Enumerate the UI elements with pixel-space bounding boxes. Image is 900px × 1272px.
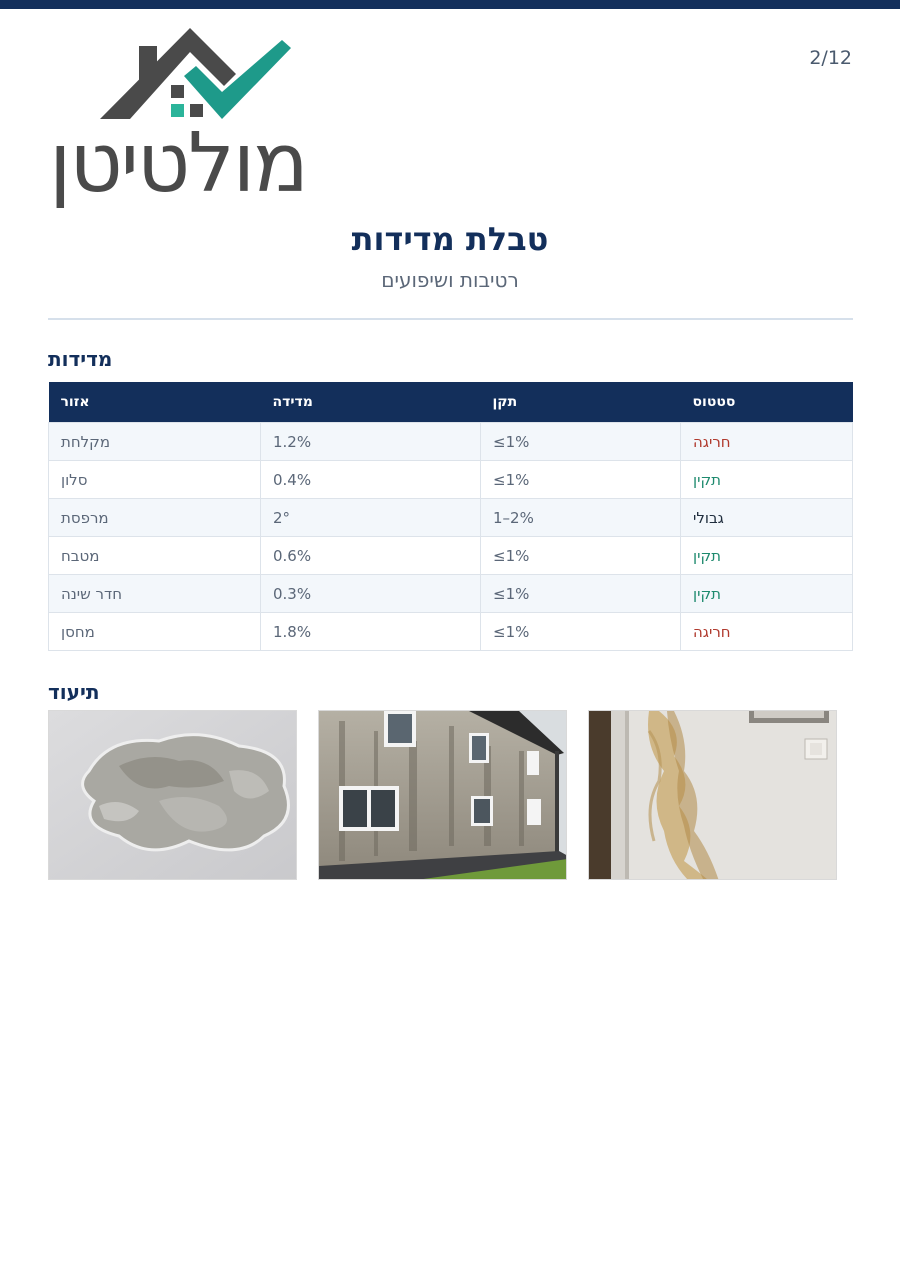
header-divider — [48, 318, 853, 320]
document-subtitle: רטיבות ושיפועים — [381, 268, 519, 292]
mold-facade-photo — [318, 710, 567, 880]
table-header-row — [49, 382, 853, 423]
column-header-status: סטטוס — [681, 382, 853, 423]
cell-measurement: 0.4% — [261, 461, 481, 499]
cell-standard: ≤1% — [481, 461, 681, 499]
measurements-heading: מדידות — [48, 347, 113, 371]
measurements-table — [48, 382, 853, 651]
table-row — [49, 423, 853, 461]
water-stain-wall-photo — [588, 710, 837, 880]
cell-standard: ≤1% — [481, 575, 681, 613]
cell-area: מטבח — [49, 537, 261, 575]
cell-measurement: 0.3% — [261, 575, 481, 613]
cell-status: תקין — [681, 461, 853, 499]
cell-measurement: 1.2% — [261, 423, 481, 461]
cell-status: חריגה — [681, 423, 853, 461]
table-row — [49, 499, 853, 537]
cell-measurement: 0.6% — [261, 537, 481, 575]
documentation-heading: תיעוד — [48, 680, 100, 704]
cell-standard: ≤1% — [481, 423, 681, 461]
column-header-standard: תקן — [481, 382, 681, 423]
cell-status: תקין — [681, 537, 853, 575]
cell-area: מרפסת — [49, 499, 261, 537]
cell-standard: ≤1% — [481, 537, 681, 575]
cell-status: גבולי — [681, 499, 853, 537]
cell-status: חריגה — [681, 613, 853, 651]
top-accent-bar — [0, 0, 900, 9]
company-logo — [46, 24, 310, 210]
column-header-measurement: מדידה — [261, 382, 481, 423]
table-row — [49, 613, 853, 651]
table-row — [49, 575, 853, 613]
cell-measurement: 1.8% — [261, 613, 481, 651]
cell-standard: ≤1% — [481, 613, 681, 651]
cell-area: חדר שינה — [49, 575, 261, 613]
document-title: טבלת מדידות — [351, 220, 549, 258]
peeling-paint-photo — [48, 710, 297, 880]
cell-area: מקלחת — [49, 423, 261, 461]
cell-standard: 1–2% — [481, 499, 681, 537]
logo-wordmark: מולטיטן — [49, 116, 307, 211]
column-header-area: אזור — [49, 382, 261, 423]
table-row — [49, 537, 853, 575]
cell-area: סלון — [49, 461, 261, 499]
cell-measurement: 2° — [261, 499, 481, 537]
cell-area: מחסן — [49, 613, 261, 651]
cell-status: תקין — [681, 575, 853, 613]
page-number: 2/12 — [809, 47, 852, 69]
table-row — [49, 461, 853, 499]
